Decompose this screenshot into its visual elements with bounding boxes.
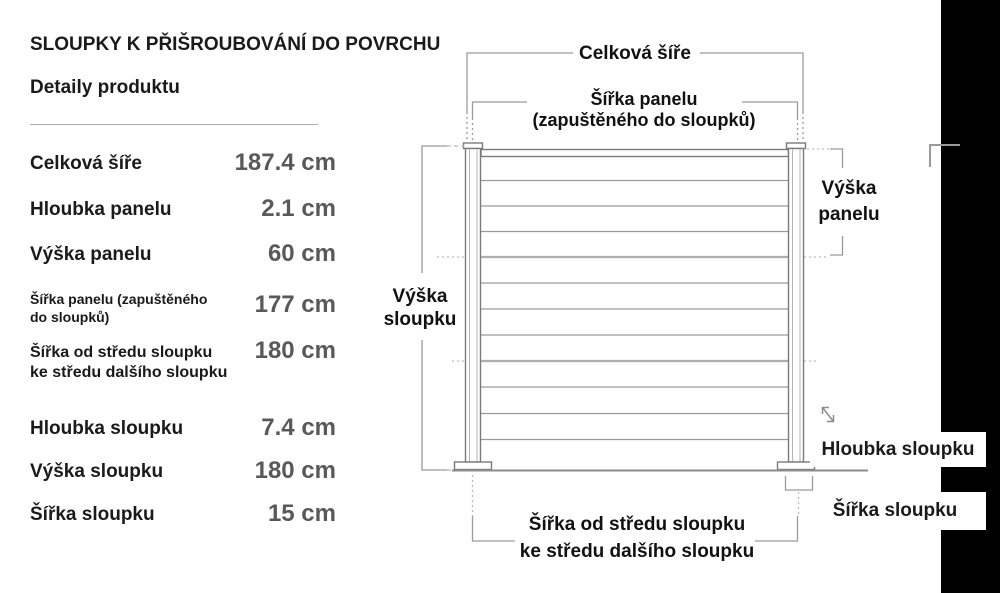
dim-bracket-sirka-sloupku	[786, 476, 813, 490]
spec-label: Výška panelu	[30, 244, 152, 265]
spec-value: 180 cm	[254, 337, 336, 364]
spec-value: 15 cm	[267, 500, 336, 527]
right-post	[778, 143, 815, 470]
dim-label-line1: Šířka panelu	[590, 89, 698, 109]
dim-label-line2: panelu	[818, 204, 880, 225]
spec-value: 60 cm	[267, 240, 336, 267]
spec-label: Výška sloupku	[30, 461, 164, 482]
post-cap	[787, 143, 806, 149]
dim-label-hloubka-sloupku: Hloubka sloupku	[810, 432, 986, 467]
spec-value: 7.4 cm	[261, 414, 336, 441]
fence-panel	[437, 150, 829, 440]
dim-bracket-vyska-panelu	[807, 149, 843, 255]
dim-label-line1: Výška	[821, 178, 877, 199]
post-base-plate	[778, 462, 815, 470]
dim-bracket-sirka-od-stredu	[473, 475, 799, 541]
dim-bracket-celkova-sire	[467, 53, 803, 141]
dim-label-sirka-sloupku: Šířka sloupku	[804, 492, 986, 530]
post-cap	[464, 143, 483, 149]
post-base-plate	[455, 462, 492, 470]
spec-value: 180 cm	[254, 457, 336, 484]
dim-label-line1: Výška	[392, 286, 448, 307]
spec-label-line2: do sloupků)	[30, 309, 110, 325]
spec-value: 187.4 cm	[234, 149, 336, 176]
dim-label-line2: sloupku	[383, 309, 457, 330]
spec-label: Hloubka panelu	[30, 199, 172, 220]
spec-label: Hloubka sloupku	[30, 418, 184, 439]
dim-bracket-sirka-panelu	[473, 102, 798, 141]
page-title: SLOUPKY K PŘIŠROUBOVÁNÍ DO POVRCHU	[30, 34, 441, 55]
dim-label-line1: Šířka od středu sloupku	[528, 514, 746, 535]
dim-bracket-vyska-sloupku	[422, 146, 464, 470]
dim-label-celkova-sire: Celková šíře	[579, 43, 691, 64]
dim-label-line2: ke středu dalšího sloupku	[519, 541, 755, 562]
panel-top-rail	[481, 150, 789, 157]
dim-label-line2: (zapuštěného do sloupků)	[532, 110, 756, 130]
spec-label-line1: Šířka od středu sloupku	[30, 344, 213, 361]
spec-label-line1: Šířka panelu (zapuštěného	[30, 291, 208, 307]
depth-arrow-icon	[823, 408, 834, 422]
spec-label: Celková šíře	[30, 153, 142, 174]
cropped-bracket-corner	[929, 144, 960, 167]
left-post	[455, 143, 492, 470]
spec-value: 2.1 cm	[261, 195, 336, 222]
spec-label: Šířka sloupku	[30, 504, 155, 525]
spec-value: 177 cm	[254, 291, 336, 318]
spec-label-line2: ke středu dalšího sloupku	[30, 364, 228, 381]
section-subtitle: Detaily produktu	[30, 77, 180, 98]
